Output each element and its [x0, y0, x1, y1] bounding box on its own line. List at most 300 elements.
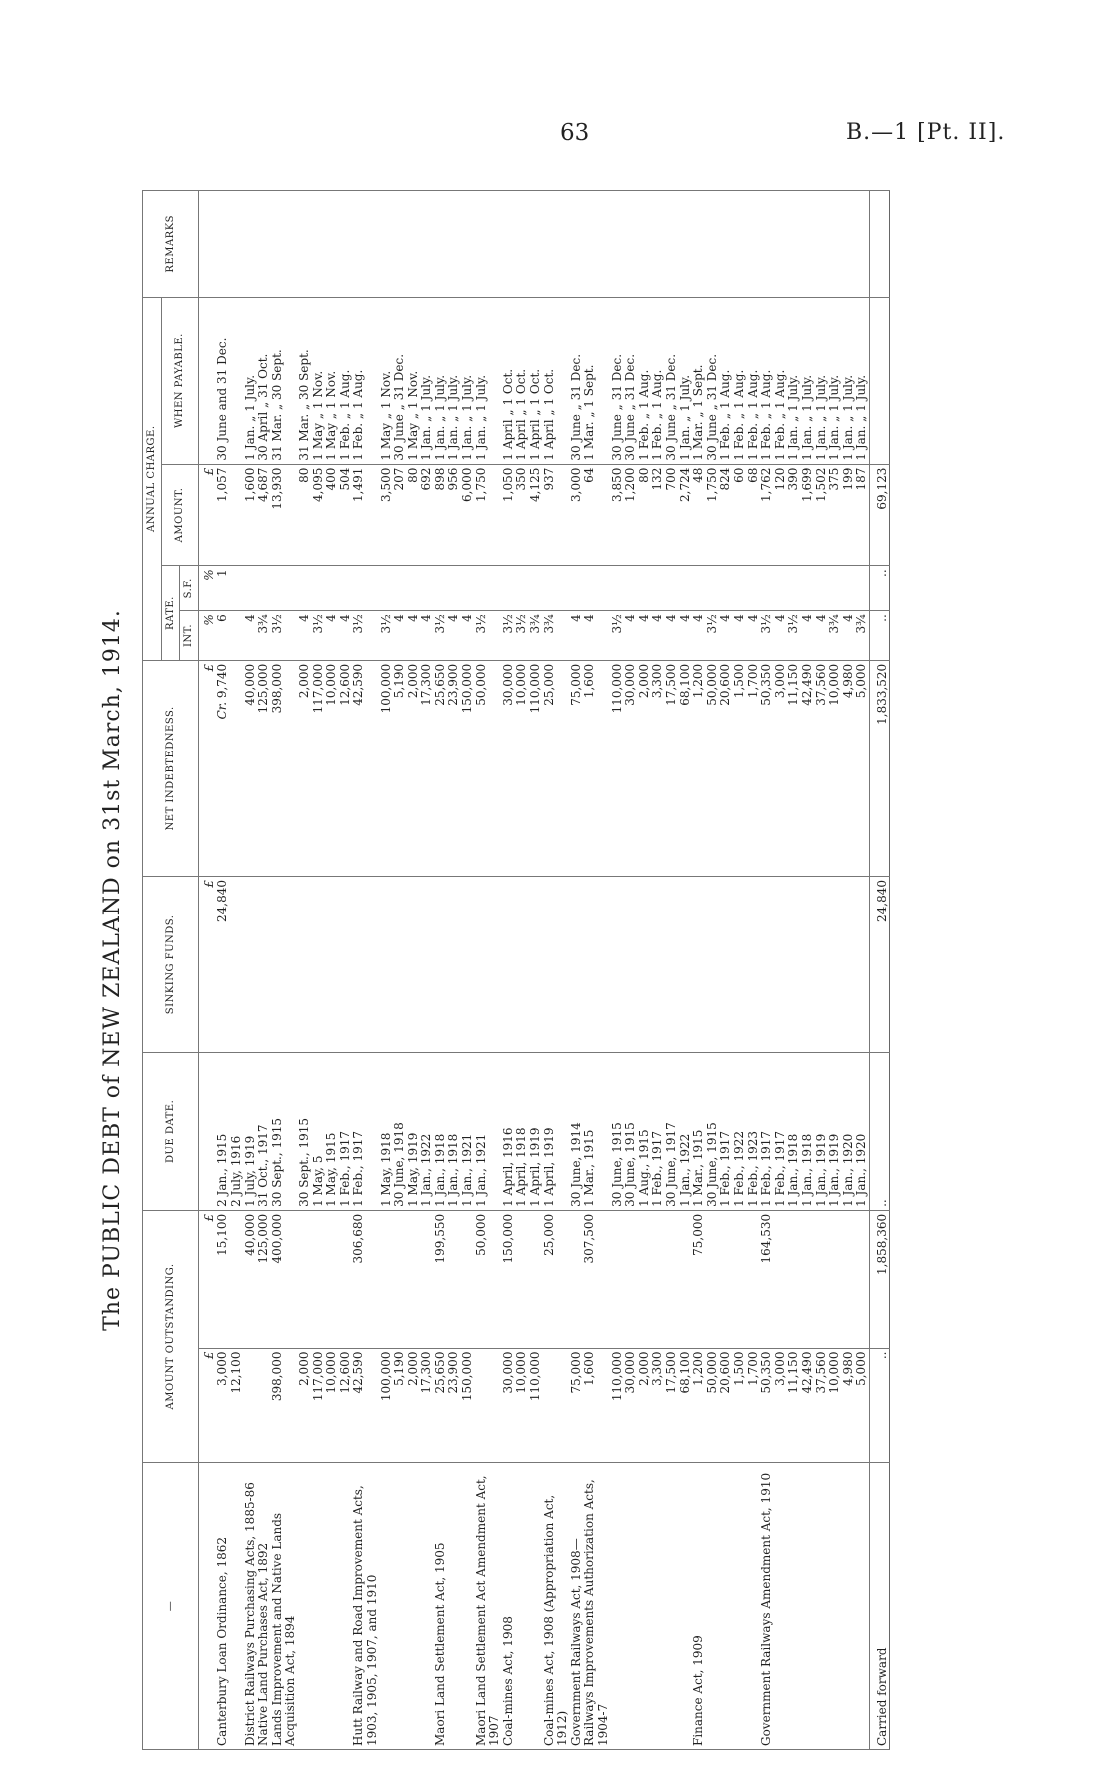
row-description — [312, 1463, 326, 1750]
row-rate-int: 4 — [325, 611, 339, 661]
row-description — [733, 1463, 747, 1750]
row-rate-int: 4 — [842, 611, 856, 661]
row-sinking-fund — [230, 876, 244, 1052]
page-reference: B.—1 [Pt. II]. — [846, 120, 1006, 145]
row-amount: 110,000 — [611, 1348, 625, 1462]
row-remarks — [475, 191, 502, 298]
row-description — [230, 1463, 244, 1750]
row-remarks — [774, 191, 788, 298]
row-due-date: 1 Mar., 1915 — [583, 1052, 610, 1210]
table-row — [611, 191, 625, 1750]
table-row — [815, 191, 829, 1750]
row-amount-total — [665, 1210, 679, 1348]
row-remarks — [583, 191, 610, 298]
row-charge-amount: 80 — [298, 464, 312, 566]
table-row — [244, 191, 258, 1750]
row-charge-amount: 3,000 — [570, 464, 584, 566]
row-amount-total: 164,530 — [760, 1210, 774, 1348]
row-rate-int: 4 — [298, 611, 312, 661]
row-due-date: 1 Jan., 1922 — [420, 1052, 434, 1210]
row-charge-amount: 1,502 — [815, 464, 829, 566]
row-amount-total — [855, 1210, 869, 1348]
row-due-date: 30 June, 1915 — [706, 1052, 720, 1210]
row-net-indebtedness: 17,300 — [420, 660, 434, 876]
row-rate-int: 3½ — [312, 611, 326, 661]
row-remarks — [312, 191, 326, 298]
row-description — [842, 1463, 856, 1750]
row-rate-int: 4 — [692, 611, 706, 661]
col-header-int: INT. — [180, 611, 199, 661]
row-rate-int: 4 — [420, 611, 434, 661]
row-due-date: 1 Jan., 1918 — [434, 1052, 448, 1210]
row-rate-int: 3½ — [352, 611, 379, 661]
table-row — [475, 191, 502, 1750]
row-when-payable: 30 June „ 31 Dec. — [665, 297, 679, 464]
row-description — [747, 1463, 761, 1750]
row-description — [325, 1463, 339, 1750]
col-header-amount-outstanding: AMOUNT OUTSTANDING. — [143, 1210, 199, 1462]
row-when-payable: 1 Mar. „ 1 Sept. — [692, 297, 706, 464]
row-net-indebtedness: 23,900 — [447, 660, 461, 876]
row-description: Native Land Purchases Act, 1892 — [257, 1463, 271, 1750]
row-net-indebtedness: 50,000 — [706, 660, 720, 876]
table-row — [216, 191, 230, 1750]
row-when-payable: 30 June „ 31 Dec. — [624, 297, 638, 464]
row-amount-total — [407, 1210, 421, 1348]
row-rate-sf — [624, 566, 638, 611]
row-when-payable: 31 Mar. „ 30 Sept. — [271, 297, 298, 464]
row-amount — [244, 1348, 258, 1462]
row-due-date: 30 June, 1915 — [611, 1052, 625, 1210]
row-when-payable: 1 Feb. „ 1 Aug. — [733, 297, 747, 464]
row-net-indebtedness: 2,000 — [407, 660, 421, 876]
row-amount-total: 125,000 — [257, 1210, 271, 1348]
row-description — [774, 1463, 788, 1750]
row-when-payable: 30 June „ 31 Dec. — [393, 297, 407, 464]
row-rate-int: 4 — [393, 611, 407, 661]
row-amount: 4,980 — [842, 1348, 856, 1462]
row-amount-total — [393, 1210, 407, 1348]
row-remarks — [515, 191, 529, 298]
row-charge-amount: 1,050 — [502, 464, 516, 566]
row-rate-int: 4 — [447, 611, 461, 661]
row-when-payable — [230, 297, 244, 464]
row-sinking-fund — [611, 876, 625, 1052]
row-amount-total: 40,000 — [244, 1210, 258, 1348]
table-row — [706, 191, 720, 1750]
row-description — [339, 1463, 353, 1750]
row-due-date: 1 Jan., 1921 — [461, 1052, 475, 1210]
row-rate-sf — [447, 566, 461, 611]
row-due-date: 1 May, 5 — [312, 1052, 326, 1210]
row-rate-sf — [679, 566, 693, 611]
row-amount-total: 75,000 — [692, 1210, 706, 1348]
table-row — [515, 191, 529, 1750]
row-rate-int: 3¾ — [529, 611, 543, 661]
row-net-indebtedness: 20,600 — [719, 660, 733, 876]
row-rate-sf — [570, 566, 584, 611]
row-sinking-fund — [679, 876, 693, 1052]
row-sinking-fund — [407, 876, 421, 1052]
table-row — [434, 191, 448, 1750]
row-sinking-fund — [692, 876, 706, 1052]
row-description — [787, 1463, 801, 1750]
row-remarks — [447, 191, 461, 298]
row-sinking-fund — [543, 876, 570, 1052]
row-when-payable: 1 Feb. „ 1 Aug. — [719, 297, 733, 464]
table-row — [855, 191, 869, 1750]
row-rate-sf — [651, 566, 665, 611]
table-row — [529, 191, 543, 1750]
row-when-payable: 1 Feb. „ 1 Aug. — [352, 297, 379, 464]
row-charge-amount: 3,850 — [611, 464, 625, 566]
row-charge-amount: 1,699 — [801, 464, 815, 566]
row-remarks — [244, 191, 258, 298]
table-row — [420, 191, 434, 1750]
row-rate-sf — [339, 566, 353, 611]
row-net-indebtedness: 12,600 — [339, 660, 353, 876]
row-amount — [257, 1348, 271, 1462]
unit-blank — [198, 1052, 216, 1210]
row-rate-sf — [461, 566, 475, 611]
row-when-payable: 1 Feb. „ 1 Aug. — [638, 297, 652, 464]
row-sinking-fund — [665, 876, 679, 1052]
row-remarks — [624, 191, 638, 298]
row-when-payable: 1 Feb. „ 1 Aug. — [339, 297, 353, 464]
row-due-date: 1 Feb., 1917 — [719, 1052, 733, 1210]
row-when-payable: 1 Jan. „ 1 July. — [244, 297, 258, 464]
row-due-date: 1 Feb., 1917 — [352, 1052, 379, 1210]
row-rate-sf — [543, 566, 570, 611]
row-amount-total — [380, 1210, 394, 1348]
row-net-indebtedness: 398,000 — [271, 660, 298, 876]
row-rate-int: 4 — [719, 611, 733, 661]
row-description — [719, 1463, 733, 1750]
unit-pound: £ — [198, 876, 216, 1052]
row-description — [298, 1463, 312, 1750]
row-due-date: 1 Feb., 1923 — [747, 1052, 761, 1210]
col-header-remarks: REMARKS — [143, 191, 199, 298]
row-remarks — [339, 191, 353, 298]
row-sinking-fund — [244, 876, 258, 1052]
row-remarks — [692, 191, 706, 298]
row-rate-int: 4 — [244, 611, 258, 661]
row-rate-int: 3½ — [475, 611, 502, 661]
row-rate-int: 4 — [665, 611, 679, 661]
row-remarks — [706, 191, 720, 298]
totals-sf: .. — [869, 566, 890, 611]
row-charge-amount: 375 — [828, 464, 842, 566]
totals-label: Carried forward — [869, 1463, 890, 1750]
row-sinking-fund — [774, 876, 788, 1052]
row-sinking-fund — [747, 876, 761, 1052]
row-remarks — [420, 191, 434, 298]
unit-pound: £ — [198, 660, 216, 876]
row-due-date: 1 April, 1919 — [529, 1052, 543, 1210]
row-rate-sf — [801, 566, 815, 611]
row-net-indebtedness: 125,000 — [257, 660, 271, 876]
row-rate-int: 4 — [651, 611, 665, 661]
row-charge-amount: 68 — [747, 464, 761, 566]
rotated-table-wrapper — [100, 190, 1022, 1750]
row-charge-amount: 504 — [339, 464, 353, 566]
row-when-payable: 1 Feb. „ 1 Aug. — [747, 297, 761, 464]
row-rate-sf — [312, 566, 326, 611]
row-amount-total — [611, 1210, 625, 1348]
row-amount-total — [747, 1210, 761, 1348]
row-amount-total — [230, 1210, 244, 1348]
row-remarks — [801, 191, 815, 298]
row-amount-total — [420, 1210, 434, 1348]
row-amount-total — [529, 1210, 543, 1348]
row-remarks — [733, 191, 747, 298]
row-due-date: 1 May, 1915 — [325, 1052, 339, 1210]
row-net-indebtedness: 117,000 — [312, 660, 326, 876]
table-row — [624, 191, 638, 1750]
row-amount-total — [325, 1210, 339, 1348]
row-due-date: 1 Aug., 1915 — [638, 1052, 652, 1210]
row-sinking-fund — [651, 876, 665, 1052]
row-amount: 20,600 — [719, 1348, 733, 1462]
table-row — [638, 191, 652, 1750]
row-when-payable: 1 Jan. „ 1 July. — [475, 297, 502, 464]
row-amount: 10,000 — [515, 1348, 529, 1462]
row-net-indebtedness: 42,490 — [801, 660, 815, 876]
row-due-date: 2 July, 1916 — [230, 1052, 244, 1210]
row-remarks — [325, 191, 339, 298]
row-rate-sf — [407, 566, 421, 611]
row-charge-amount: 48 — [692, 464, 706, 566]
unit-pound: £ — [198, 464, 216, 566]
row-rate-sf — [815, 566, 829, 611]
row-description — [380, 1463, 394, 1750]
row-sinking-fund — [638, 876, 652, 1052]
row-charge-amount: 400 — [325, 464, 339, 566]
row-remarks — [815, 191, 829, 298]
row-when-payable: 1 Jan. „ 1 July. — [842, 297, 856, 464]
row-rate-sf — [230, 566, 244, 611]
row-amount-total — [787, 1210, 801, 1348]
table-row — [230, 191, 244, 1750]
row-amount-total — [801, 1210, 815, 1348]
row-amount: 42,590 — [352, 1348, 379, 1462]
row-sinking-fund — [842, 876, 856, 1052]
row-rate-sf — [244, 566, 258, 611]
row-amount-total — [638, 1210, 652, 1348]
table-row — [828, 191, 842, 1750]
row-amount: 11,150 — [787, 1348, 801, 1462]
row-net-indebtedness — [230, 660, 244, 876]
row-amount: 68,100 — [679, 1348, 693, 1462]
row-amount: 5,190 — [393, 1348, 407, 1462]
row-description — [393, 1463, 407, 1750]
row-remarks — [393, 191, 407, 298]
row-description: Government Railways Act, 1908— — [570, 1463, 584, 1750]
row-due-date: 2 Jan., 1915 — [216, 1052, 230, 1210]
row-rate-sf — [325, 566, 339, 611]
row-rate-int: 3¾ — [855, 611, 869, 661]
row-amount: 100,000 — [380, 1348, 394, 1462]
row-rate-sf — [842, 566, 856, 611]
row-net-indebtedness: 25,000 — [543, 660, 570, 876]
row-sinking-fund — [393, 876, 407, 1052]
row-description — [665, 1463, 679, 1750]
row-amount-total: 306,680 — [352, 1210, 379, 1348]
row-due-date: 1 Jan., 1921 — [475, 1052, 502, 1210]
row-rate-sf — [257, 566, 271, 611]
row-amount-total — [815, 1210, 829, 1348]
row-description — [828, 1463, 842, 1750]
row-due-date: 1 Jan., 1919 — [828, 1052, 842, 1210]
row-rate-sf — [420, 566, 434, 611]
row-remarks — [352, 191, 379, 298]
row-remarks — [380, 191, 394, 298]
table-row — [271, 191, 298, 1750]
row-amount: 110,000 — [529, 1348, 543, 1462]
row-charge-amount: 1,762 — [760, 464, 774, 566]
row-charge-amount: 3,500 — [380, 464, 394, 566]
row-net-indebtedness: 10,000 — [828, 660, 842, 876]
row-sinking-fund — [787, 876, 801, 1052]
page-number: 63 — [560, 120, 590, 146]
units-row — [198, 191, 216, 1750]
table-row — [733, 191, 747, 1750]
row-charge-amount: 80 — [638, 464, 652, 566]
row-amount-total — [733, 1210, 747, 1348]
row-amount-total: 307,500 — [583, 1210, 610, 1348]
row-sinking-fund — [529, 876, 543, 1052]
row-due-date: 1 Jan., 1920 — [855, 1052, 869, 1210]
row-charge-amount: 4,687 — [257, 464, 271, 566]
row-description: Canterbury Loan Ordinance, 1862 — [216, 1463, 230, 1750]
row-due-date: 1 May, 1918 — [380, 1052, 394, 1210]
table-row — [774, 191, 788, 1750]
row-amount: 17,300 — [420, 1348, 434, 1462]
row-when-payable: 1 Jan. „ 1 July. — [828, 297, 842, 464]
row-net-indebtedness: 37,560 — [815, 660, 829, 876]
row-rate-int: 4 — [815, 611, 829, 661]
row-due-date: 30 Sept., 1915 — [298, 1052, 312, 1210]
row-net-indebtedness: 25,650 — [434, 660, 448, 876]
row-when-payable: 30 June and 31 Dec. — [216, 297, 230, 464]
row-sinking-fund — [515, 876, 529, 1052]
row-due-date: 1 Feb., 1922 — [733, 1052, 747, 1210]
row-description: Railways Improvements Authorization Acts, 1904-7 — [583, 1463, 610, 1750]
row-amount: 12,600 — [339, 1348, 353, 1462]
row-net-indebtedness: 50,000 — [475, 660, 502, 876]
row-amount-total — [651, 1210, 665, 1348]
row-net-indebtedness: 30,000 — [624, 660, 638, 876]
row-amount: 1,200 — [692, 1348, 706, 1462]
row-charge-amount: 60 — [733, 464, 747, 566]
row-charge-amount: 4,125 — [529, 464, 543, 566]
row-net-indebtedness: 4,980 — [842, 660, 856, 876]
row-amount: 2,000 — [407, 1348, 421, 1462]
row-rate-int: 3½ — [271, 611, 298, 661]
row-when-payable: 1 Jan. „ 1 July. — [679, 297, 693, 464]
row-amount-total: 15,100 — [216, 1210, 230, 1348]
row-remarks — [842, 191, 856, 298]
credit-prefix: Cr. — [215, 701, 230, 720]
row-remarks — [257, 191, 271, 298]
row-due-date: 1 Jan., 1920 — [842, 1052, 856, 1210]
row-rate-int: 3¾ — [257, 611, 271, 661]
row-amount: 42,490 — [801, 1348, 815, 1462]
row-rate-sf — [733, 566, 747, 611]
row-when-payable: 1 Jan. „ 1 July. — [447, 297, 461, 464]
table-row — [447, 191, 461, 1750]
row-description: Coal-mines Act, 1908 (Appropriation Act, 1912) — [543, 1463, 570, 1750]
row-remarks — [719, 191, 733, 298]
totals-remarks — [869, 191, 890, 298]
row-description — [855, 1463, 869, 1750]
row-net-indebtedness — [216, 660, 230, 876]
col-header-sinking-funds: SINKING FUNDS. — [143, 876, 199, 1052]
row-charge-amount: 199 — [842, 464, 856, 566]
row-amount-total — [679, 1210, 693, 1348]
row-rate-int: 3½ — [380, 611, 394, 661]
row-due-date: 1 Jan., 1918 — [447, 1052, 461, 1210]
row-remarks — [665, 191, 679, 298]
row-due-date: 1 April, 1916 — [502, 1052, 516, 1210]
row-remarks — [434, 191, 448, 298]
row-remarks — [407, 191, 421, 298]
table-row — [801, 191, 815, 1750]
row-amount: 23,900 — [447, 1348, 461, 1462]
row-amount-total: 400,000 — [271, 1210, 298, 1348]
row-charge-amount: 1,057 — [216, 464, 230, 566]
row-charge-amount: 80 — [407, 464, 421, 566]
row-remarks — [570, 191, 584, 298]
row-sinking-fund — [624, 876, 638, 1052]
row-rate-sf — [774, 566, 788, 611]
row-when-payable: 1 Feb. „ 1 Aug. — [651, 297, 665, 464]
row-remarks — [651, 191, 665, 298]
row-amount: 50,350 — [760, 1348, 774, 1462]
row-rate-int: 3½ — [515, 611, 529, 661]
row-charge-amount: 700 — [665, 464, 679, 566]
public-debt-table — [142, 190, 890, 1750]
row-sinking-fund — [420, 876, 434, 1052]
row-sinking-fund — [271, 876, 298, 1052]
row-description — [815, 1463, 829, 1750]
row-when-payable: 1 April „ 1 Oct. — [502, 297, 516, 464]
unit-percent: % — [198, 611, 216, 661]
row-amount: 50,000 — [706, 1348, 720, 1462]
col-header-description: — — [143, 1463, 199, 1750]
unit-pound: £ — [198, 1210, 216, 1348]
row-remarks — [760, 191, 774, 298]
row-net-indebtedness: 50,350 — [760, 660, 774, 876]
row-when-payable: 1 May „ 1 Nov. — [325, 297, 339, 464]
row-rate-int: 4 — [583, 611, 610, 661]
row-rate-sf — [611, 566, 625, 611]
row-charge-amount: 132 — [651, 464, 665, 566]
row-net-indebtedness: 10,000 — [515, 660, 529, 876]
row-rate-int: 3½ — [706, 611, 720, 661]
row-charge-amount: 824 — [719, 464, 733, 566]
col-header-when-payable: WHEN PAYABLE. — [161, 297, 198, 464]
row-when-payable: 1 May „ 1 Nov. — [407, 297, 421, 464]
row-rate-sf — [475, 566, 502, 611]
row-rate-int — [230, 611, 244, 661]
row-amount: 1,600 — [583, 1348, 610, 1462]
row-sinking-fund — [475, 876, 502, 1052]
row-amount: 3,000 — [774, 1348, 788, 1462]
row-net-indebtedness: 110,000 — [529, 660, 543, 876]
row-rate-int: 4 — [570, 611, 584, 661]
row-rate-sf — [855, 566, 869, 611]
